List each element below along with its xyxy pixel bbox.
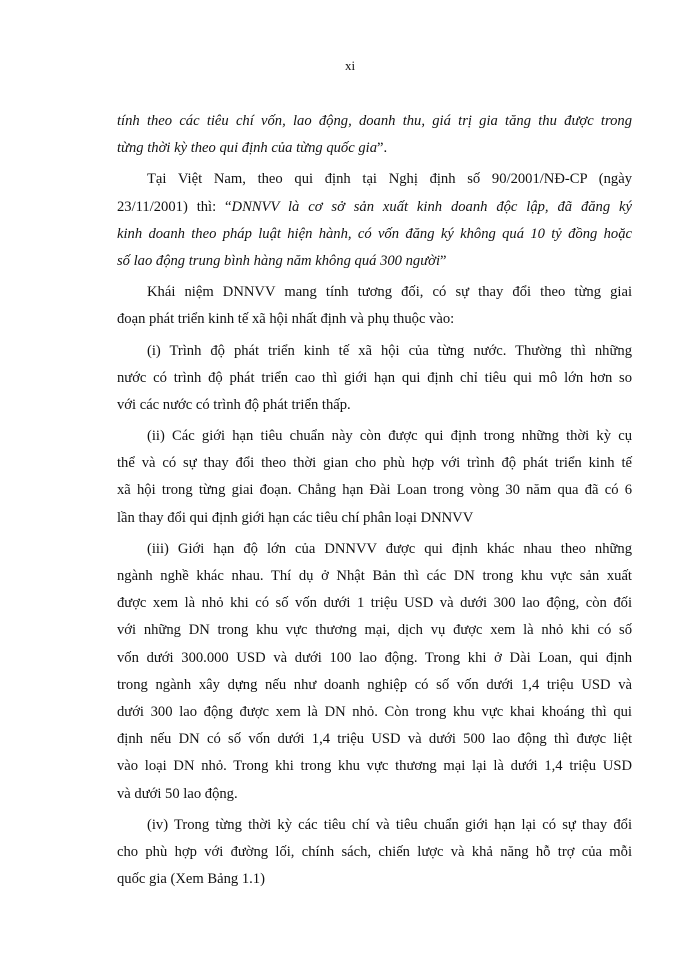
list-item-line: trong ngành xây dựng nếu như doanh nghiệp có số vốn dưới 1,4 triệu USD và xyxy=(117,676,632,693)
list-item-line: (iii) Giới hạn độ lớn của DNNVV được qui định khác nhau theo những xyxy=(147,540,632,557)
list-item-line: dưới 300 lao động được xem là DN nhỏ. Còn trong khu vực khai khoáng thì qui xyxy=(117,703,632,720)
list-item-line: và dưới 50 lao động. xyxy=(117,785,238,802)
document-body xyxy=(117,108,632,893)
paragraph-line: đoạn phát triển kinh tế xã hội nhất định và phụ thuộc vào: xyxy=(117,311,455,328)
paragraph-line: kinh doanh theo pháp luật hiện hành, có vốn đăng ký không quá 10 tỷ đồng hoặc xyxy=(117,225,632,242)
list-item-line: quốc gia (Xem Bảng 1.1) xyxy=(117,871,265,888)
list-item-line: nước có trình độ phát triển cao thì giới hạn qui định chỉ tiêu qui mô lớn hơn so xyxy=(117,369,632,386)
list-item-line: (i) Trình độ phát triển kinh tế xã hội của từng nước. Thường thì những xyxy=(147,342,632,359)
paragraph-line: từng thời kỳ theo qui định của từng quốc gia”. xyxy=(117,140,388,157)
paragraph-line: số lao động trung bình hàng năm không quá 300 người” xyxy=(117,252,447,269)
list-item-line: lần thay đổi qui định giới hạn các tiêu chí phân loại DNNVV xyxy=(117,509,474,526)
list-item-line: với những DN trong khu vực thương mại, dịch vụ được xem là nhỏ khi có số xyxy=(117,622,632,639)
list-item-line: ngành nghề khác nhau. Thí dụ ở Nhật Bản thì các DN trong khu vực sản xuất xyxy=(117,568,632,584)
page-number: xi xyxy=(344,58,356,73)
paragraph-line: Khái niệm DNNVV mang tính tương đối, có sự thay đổi theo từng giai xyxy=(147,284,632,301)
list-item-line: thể và có sự thay đổi theo thời gian cho phù hợp với trình độ phát triển kinh tế xyxy=(117,455,632,472)
list-item-line: (ii) Các giới hạn tiêu chuẩn này còn được qui định trong những thời kỳ cụ xyxy=(147,428,632,445)
paragraph-line: tính theo các tiêu chí vốn, lao động, doanh thu, giá trị gia tăng thu được trong xyxy=(117,113,632,129)
list-item-line: được xem là nhỏ khi có số vốn dưới 1 triệu USD và dưới 300 lao động, còn đối xyxy=(117,595,632,612)
list-item-line: xã hội trong từng giai đoạn. Chẳng hạn Đài Loan trong vòng 30 năm qua đã có 6 xyxy=(117,482,632,499)
list-item-line: vào loại DN nhỏ. Trong khi trong khu vực thương mại lại là dưới 1,4 triệu USD xyxy=(117,758,632,775)
list-item-line: vốn dưới 300.000 USD và dưới 100 lao động. Trong khi ở Dài Loan, qui định xyxy=(117,649,632,666)
paragraph-line: 23/11/2001) thì: “DNNVV là cơ sở sản xuất kinh doanh độc lập, đã đăng ký xyxy=(117,198,632,215)
list-item-line: cho phù hợp với đường lối, chính sách, chiến lược và khả năng hỗ trợ của mỗi xyxy=(117,843,632,860)
paragraph-line: Tại Việt Nam, theo qui định tại Nghị định số 90/2001/NĐ-CP (ngày xyxy=(147,171,632,188)
list-item-line: định nếu DN có số vốn dưới 1,4 triệu USD và dưới 500 lao động thì được liệt xyxy=(117,731,632,748)
list-item-line: với các nước có trình độ phát triển thấp. xyxy=(117,396,351,413)
list-item-line: (iv) Trong từng thời kỳ các tiêu chí và tiêu chuẩn giới hạn lại có sự thay đổi xyxy=(147,816,632,833)
